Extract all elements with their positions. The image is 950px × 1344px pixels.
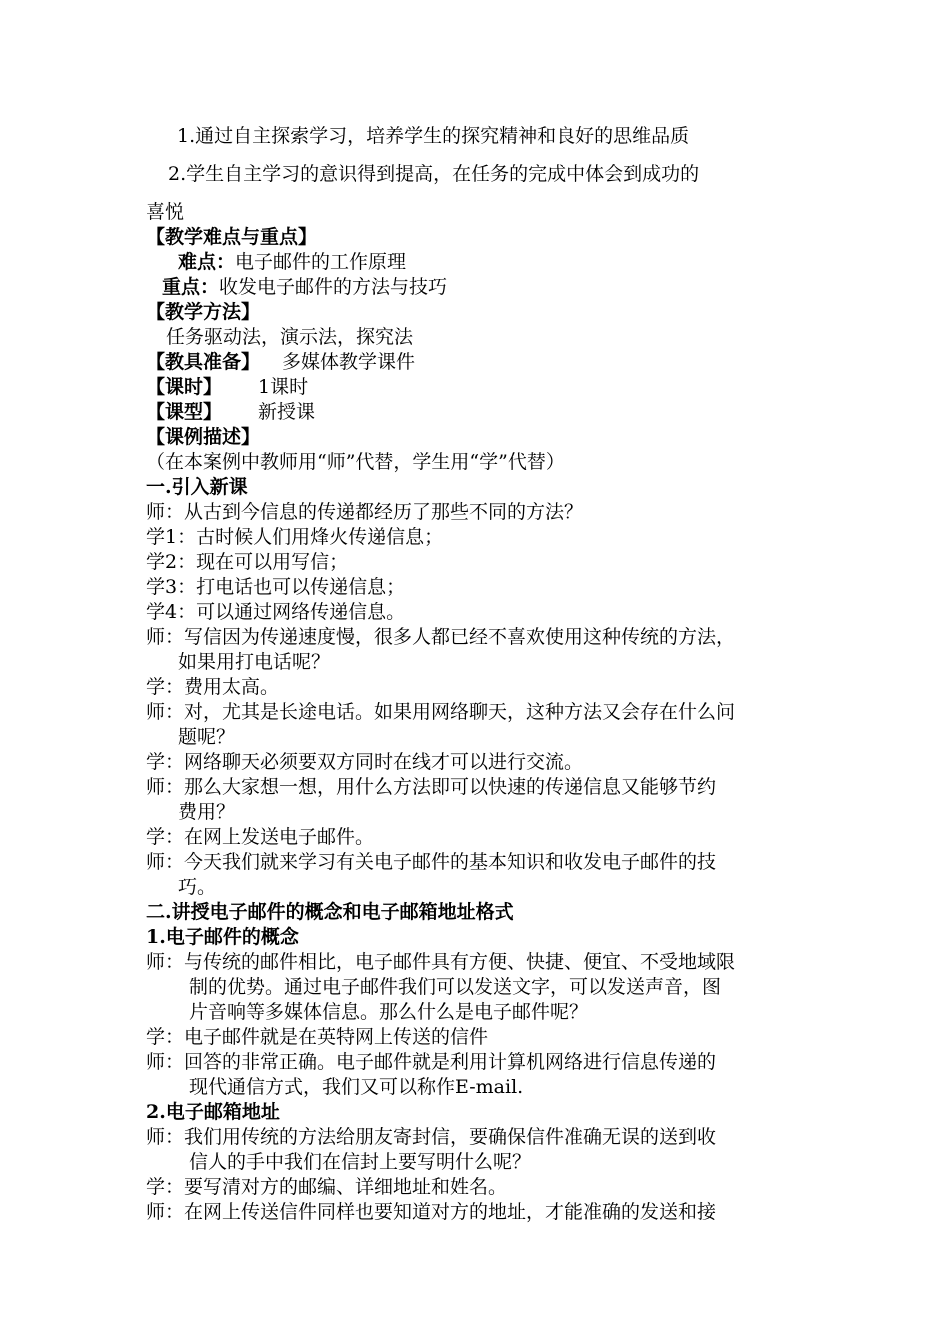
dialog-line-cont: 如果用打电话呢？ bbox=[178, 651, 331, 673]
description-note: （在本案例中教师用“师”代替，学生用“学”代替） bbox=[146, 451, 565, 473]
dialog-line: 学：在网上发送电子邮件。 bbox=[146, 826, 375, 848]
heading-method: 【教学方法】 bbox=[146, 301, 261, 323]
goal-line-2: 2.学生自主学习的意识得到提高，在任务的完成中体会到成功的 bbox=[168, 163, 700, 185]
goal-line-2-cont: 喜悦 bbox=[146, 201, 185, 223]
dialog-line: 学：费用太高。 bbox=[146, 676, 280, 698]
dialog-line-cont: 费用？ bbox=[178, 801, 236, 823]
dialog-line: 师：与传统的邮件相比，电子邮件具有方便、快捷、便宜、不受地域限 bbox=[146, 951, 736, 973]
dialog-line: 学：要写清对方的邮编、详细地址和姓名。 bbox=[146, 1176, 508, 1198]
keypoint-line bbox=[162, 275, 447, 299]
section-1-heading: 一.引入新课 bbox=[146, 476, 248, 498]
heading-difficulty: 【教学难点与重点】 bbox=[146, 226, 318, 248]
dialog-line: 学4：可以通过网络传递信息。 bbox=[146, 601, 406, 623]
type-label: 【课型】 bbox=[146, 401, 223, 423]
dialog-line: 师：从古到今信息的传递都经历了那些不同的方法？ bbox=[146, 501, 584, 523]
type-line bbox=[146, 400, 315, 424]
difficulty-label: 难点： bbox=[178, 251, 236, 273]
period-line bbox=[146, 375, 308, 399]
dialog-line-cont: 制的优势。通过电子邮件我们可以发送文字，可以发送声音，图 bbox=[189, 976, 722, 998]
subsection-1-heading: 1.电子邮件的概念 bbox=[146, 926, 299, 948]
dialog-line: 师：对，尤其是长途电话。如果用网络聊天，这种方法又会存在什么问 bbox=[146, 701, 736, 723]
dialog-line-cont: 片音响等多媒体信息。那么什么是电子邮件呢？ bbox=[189, 1001, 589, 1023]
goal-line-1: 1.通过自主探索学习，培养学生的探究精神和良好的思维品质 bbox=[177, 125, 690, 147]
difficulty-text: 电子邮件的工作原理 bbox=[235, 251, 407, 273]
dialog-line: 师：我们用传统的方法给朋友寄封信，要确保信件准确无误的送到收 bbox=[146, 1126, 717, 1148]
difficulty-line bbox=[178, 250, 406, 274]
dialog-line: 学3：打电话也可以传递信息； bbox=[146, 576, 406, 598]
dialog-line-cont: 现代通信方式，我们又可以称作E-mail. bbox=[189, 1076, 524, 1098]
dialog-line: 师：那么大家想一想，用什么方法即可以快速的传递信息又能够节约 bbox=[146, 776, 717, 798]
period-text: 1课时 bbox=[258, 376, 309, 398]
method-text: 任务驱动法，演示法，探究法 bbox=[166, 326, 414, 348]
tools-text: 多媒体教学课件 bbox=[282, 351, 416, 373]
dialog-line: 学：电子邮件就是在英特网上传送的信件 bbox=[146, 1026, 489, 1048]
dialog-line-cont: 巧。 bbox=[178, 876, 217, 898]
dialog-line: 学2：现在可以用写信； bbox=[146, 551, 349, 573]
keypoint-text: 收发电子邮件的方法与技巧 bbox=[219, 276, 448, 298]
tools-line bbox=[146, 350, 415, 374]
tools-label: 【教具准备】 bbox=[146, 351, 261, 373]
section-2-heading: 二.讲授电子邮件的概念和电子邮箱地址格式 bbox=[146, 901, 514, 923]
dialog-line-cont: 题呢？ bbox=[178, 726, 236, 748]
dialog-line: 师：今天我们就来学习有关电子邮件的基本知识和收发电子邮件的技 bbox=[146, 851, 717, 873]
dialog-line: 师：写信因为传递速度慢，很多人都已经不喜欢使用这种传统的方法， bbox=[146, 626, 736, 648]
type-text: 新授课 bbox=[258, 401, 316, 423]
dialog-line-cont: 信人的手中我们在信封上要写明什么呢？ bbox=[189, 1151, 532, 1173]
keypoint-label: 重点： bbox=[162, 276, 220, 298]
heading-description: 【课例描述】 bbox=[146, 426, 261, 448]
dialog-line: 学1：古时候人们用烽火传递信息； bbox=[146, 526, 444, 548]
dialog-line: 师：在网上传送信件同样也要知道对方的地址，才能准确的发送和接 bbox=[146, 1201, 717, 1223]
dialog-line: 学：网络聊天必须要双方同时在线才可以进行交流。 bbox=[146, 751, 584, 773]
dialog-line: 师：回答的非常正确。电子邮件就是利用计算机网络进行信息传递的 bbox=[146, 1051, 717, 1073]
period-label: 【课时】 bbox=[146, 376, 223, 398]
subsection-2-heading: 2.电子邮箱地址 bbox=[146, 1101, 280, 1123]
